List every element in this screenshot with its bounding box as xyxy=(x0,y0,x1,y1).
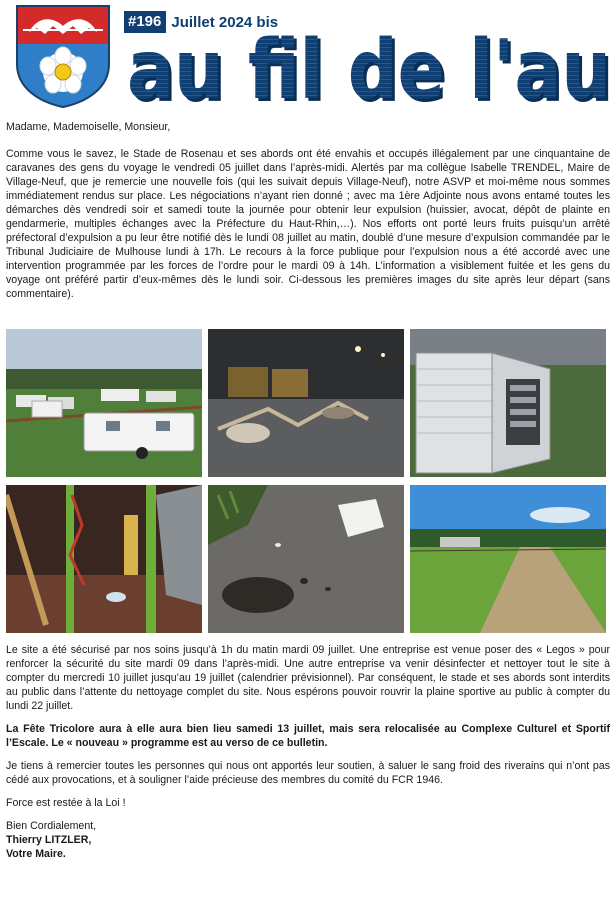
letter-body xyxy=(6,120,610,310)
letter-continuation xyxy=(6,643,610,861)
salutation: Madame, Mademoiselle, Monsieur, xyxy=(6,121,171,133)
title-text: au fil de l'au xyxy=(127,32,611,108)
masthead-title xyxy=(122,32,616,108)
photo-caravans xyxy=(6,329,202,477)
photo-empty-field xyxy=(410,485,606,633)
photo-electrical-cabinet xyxy=(410,329,606,477)
signer-name: Thierry LITZLER, xyxy=(6,834,92,846)
photo-litter xyxy=(208,485,404,633)
issue-date: Juillet 2024 bis xyxy=(171,13,279,31)
signer-title: Votre Maire. xyxy=(6,848,66,860)
photo-grid xyxy=(6,329,608,635)
closing: Bien Cordialement, xyxy=(6,820,97,832)
paragraph-fete-tricolore: La Fête Tricolore aura à elle aura bien lieu samedi 13 juillet, mais sera relocalisée au Complexe Culturel et Sportif l’Escale. Le « nouveau » programme est au verso de ce bulletin. xyxy=(6,723,610,749)
paragraph-intro: Comme vous le savez, le Stade de Rosenau et ses abords ont été envahis et occupés illégalement par une cinquantaine de caravanes des gens du voyage le vendredi 05 juillet dans l’après-midi. Alertés par ma collègue Isabelle TRENDEL, Maire de Village-Neuf, que je remercie une nouvelle fois (qui les suivait depuis Village-Neuf), notre ASVP et moi-même nous sommes immédiatement rendus sur place. Les négociations n’ayant rien donné ; avec ma 1ère Adjointe nous avons entamé toutes les démarches dès vendredi soir et samedi toute la journée pour obtenir leur expulsion (huissier, avocat, dépôt de plainte en gendarmerie, multiples échanges avec la Préfecture du Haut-Rhin,…). Nos efforts ont porté leurs fruits puisqu’un arrêté préfectoral d’expulsion a pu leur être notifié dès le lundi 08 juillet au matin, doublé d’une mesure d’expulsion commandée par le Tribunal Judiciaire de Mulhouse lundi à 17h. Le recours à la force publique pour l’expulsion nous a été accordé avec une intervention programmée par les forces de l’ordre pour le mardi 09 à 14h. L’information a visiblement fuitée et les gens du voyage ont préféré partir d’eux-mêmes dès le lundi soir. Ci-dessous les premières images du site après leur départ (sans commentaire). xyxy=(6,148,610,300)
paragraph-law: Force est restée à la Loi ! xyxy=(6,797,126,809)
issue-line xyxy=(124,11,278,33)
photo-playground-night xyxy=(6,485,202,633)
village-crest-icon xyxy=(15,4,111,108)
paragraph-site-secured: Le site a été sécurisé par nos soins jusqu’à 1h du matin mardi 09 juillet. Une entreprise est venue poser des « Legos » pour renforcer la sécurité du site mardi 09 dans l’après-midi. Une autre entreprise va venir désinfecter et nettoyer tout le site à compter du mercredi 10 juillet jusqu’au 19 juillet (calendrier prévisionnel). Par conséquent, le stade et ses abords sont interdits au public dans l’attente du nettoyage complet du site. Nous espérons pouvoir rouvrir la plaine sportive au public à compter du lundi 22 juillet. xyxy=(6,644,610,712)
paragraph-thanks: Je tiens à remercier toutes les personnes qui nous ont apportés leur soutien, à saluer le sang froid des riverains qui n’ont pas cédé aux provocations, et à souligner l’aide précieuse des membres du comité du FCR 1946. xyxy=(6,760,610,786)
title-shadow: au fil de l'au xyxy=(130,32,614,108)
issue-number: #196 xyxy=(124,11,166,33)
photo-debris-night xyxy=(208,329,404,477)
header xyxy=(0,0,616,110)
